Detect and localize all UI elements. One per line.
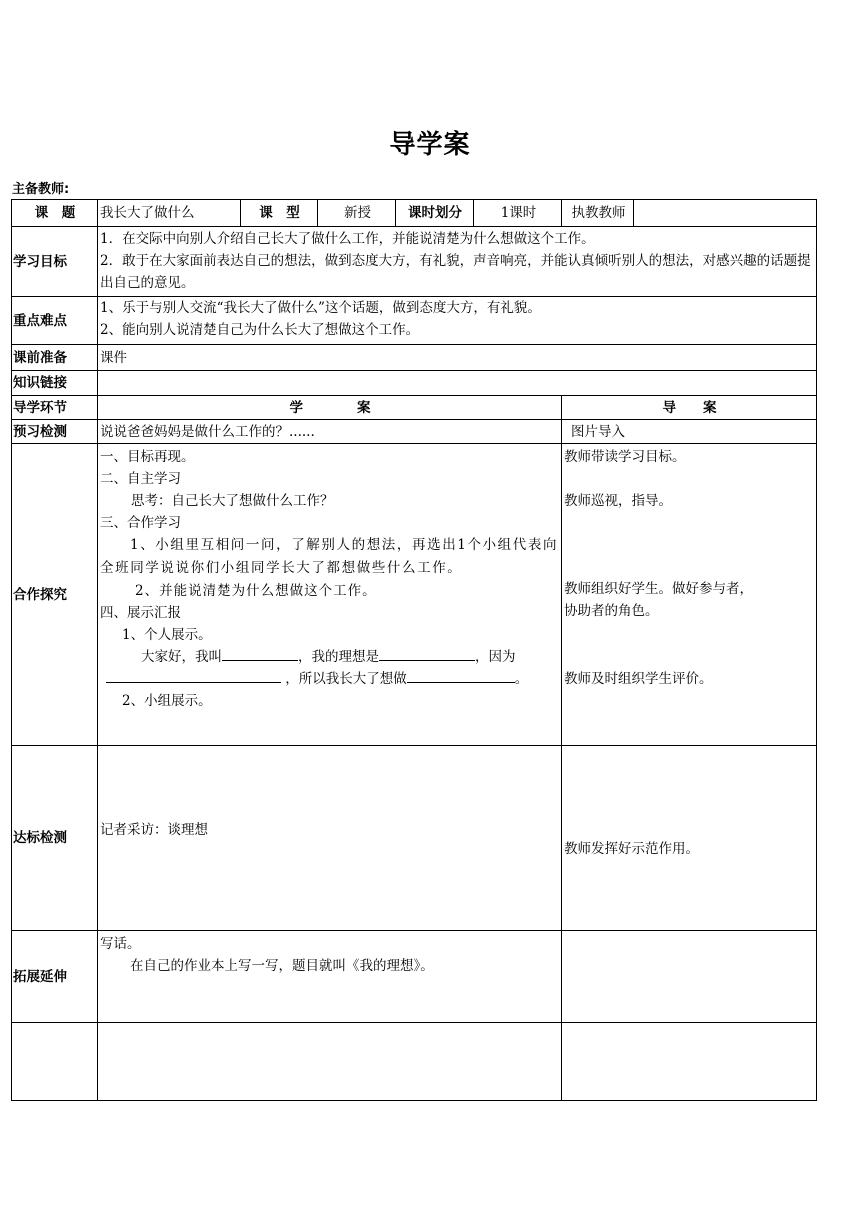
- fill-text-2: ，我的理想是: [298, 649, 379, 665]
- goals-row: [12, 227, 817, 297]
- prep-label: 课前准备: [12, 345, 98, 371]
- guide-patrol: 教师巡视，指导。: [564, 493, 672, 509]
- guide-evaluate: 教师及时组织学生评价。: [564, 671, 713, 687]
- explore-step-3: 三、合作学习: [100, 515, 181, 531]
- key-point-1: 1、乐于与别人交流“我长大了做什么”这个话题，做到态度大方，有礼貌。: [100, 300, 541, 316]
- check-study: 记者采访：谈理想: [98, 746, 562, 931]
- type-value: 新授: [318, 200, 396, 227]
- check-row: [12, 746, 817, 931]
- guide-organize: 教师组织好学生。做好参与者，: [564, 581, 753, 597]
- explore-step-4: 四、展示汇报: [100, 605, 181, 621]
- exec-teacher-label: 执教教师: [562, 200, 634, 227]
- fill-text-1: 大家好，我叫: [141, 649, 222, 665]
- header-row: [12, 200, 817, 227]
- guide-role: 协助者的角色。: [564, 603, 659, 619]
- check-guide: 教师发挥好示范作用。: [562, 746, 817, 931]
- fill-text-3: ，因为: [475, 649, 516, 665]
- explore-step-2: 二、自主学习: [100, 471, 181, 487]
- guide-plan-header: 导 案: [562, 396, 817, 420]
- check-label: 达标检测: [12, 746, 98, 931]
- period-value: 1课时: [474, 200, 562, 227]
- fill-text-4: ，所以我长大了想做: [285, 671, 407, 687]
- key-points-label: 重点难点: [12, 297, 98, 345]
- prep-row: [12, 345, 817, 371]
- goals-label: 学习目标: [12, 227, 98, 297]
- section-header-row: [12, 396, 817, 420]
- preview-label: 预习检测: [12, 420, 98, 444]
- blank-name[interactable]: [222, 646, 298, 661]
- key-point-2: 2、能向别人说清楚自己为什么长大了想做这个工作。: [100, 322, 420, 338]
- goal-1: 1．在交际中向别人介绍自己长大了做什么工作，并能说清楚为什么想做这个工作。: [100, 231, 595, 247]
- fill-text-5: 。: [514, 671, 529, 687]
- key-points-row: [12, 297, 817, 345]
- topic-label: 课 题: [12, 200, 98, 227]
- prep-value: 课件: [98, 345, 817, 371]
- explore-group-show: 2、小组展示。: [122, 693, 212, 709]
- blank-dream[interactable]: [379, 646, 475, 661]
- section-label: 导学环节: [12, 396, 98, 420]
- explore-think: 思考：自己长大了想做什么工作？: [131, 493, 334, 509]
- period-label: 课时划分: [396, 200, 474, 227]
- exec-teacher-value: [634, 200, 817, 227]
- knowledge-label: 知识链接: [12, 371, 98, 396]
- knowledge-row: [12, 371, 817, 396]
- extend-label: 拓展延伸: [12, 931, 98, 1023]
- explore-individual: 1、个人展示。: [122, 627, 212, 643]
- explore-row: [12, 444, 817, 746]
- explore-step-1: 一、目标再现。: [100, 449, 195, 465]
- explore-group-task: 1、小组里互相问一问，了解别人的想法，再选出1个小组代表向全班同学说说你们小组同学长大了都想做些什么工作。: [100, 537, 559, 576]
- extend-task: 写话。: [100, 936, 141, 952]
- preview-guide: 图片导入: [562, 420, 817, 444]
- knowledge-value: [98, 371, 817, 396]
- goal-2: 2．敢于在大家面前表达自己的想法，做到态度大方，有礼貌，声音响亮，并能认真倾听别人的想法，对感兴趣的话题提出自己的意见。: [100, 253, 811, 291]
- explore-label: 合作探究: [12, 444, 98, 746]
- type-label: 课 型: [241, 200, 318, 227]
- explore-explain-task: 2、并能说清楚为什么想做这个工作。: [135, 583, 377, 599]
- study-plan-header: 学 案: [98, 396, 562, 420]
- blank-reason[interactable]: [106, 668, 281, 683]
- guide-read-goals: 教师带读学习目标。: [564, 449, 686, 465]
- lead-teacher-label: 主备教师:: [12, 182, 70, 197]
- empty-row: [12, 1023, 817, 1101]
- extend-detail: 在自己的作业本上写一写，题目就叫《我的理想》。: [130, 958, 434, 974]
- preview-study: 说说爸爸妈妈是做什么工作的？......: [98, 420, 562, 444]
- extend-guide: [562, 931, 817, 1023]
- lesson-plan-table: [11, 199, 817, 1101]
- extend-row: [12, 931, 817, 1023]
- blank-job[interactable]: [407, 668, 515, 683]
- preview-row: [12, 420, 817, 444]
- page-title: 导学案: [389, 130, 471, 160]
- topic-value: 我长大了做什么: [98, 200, 241, 227]
